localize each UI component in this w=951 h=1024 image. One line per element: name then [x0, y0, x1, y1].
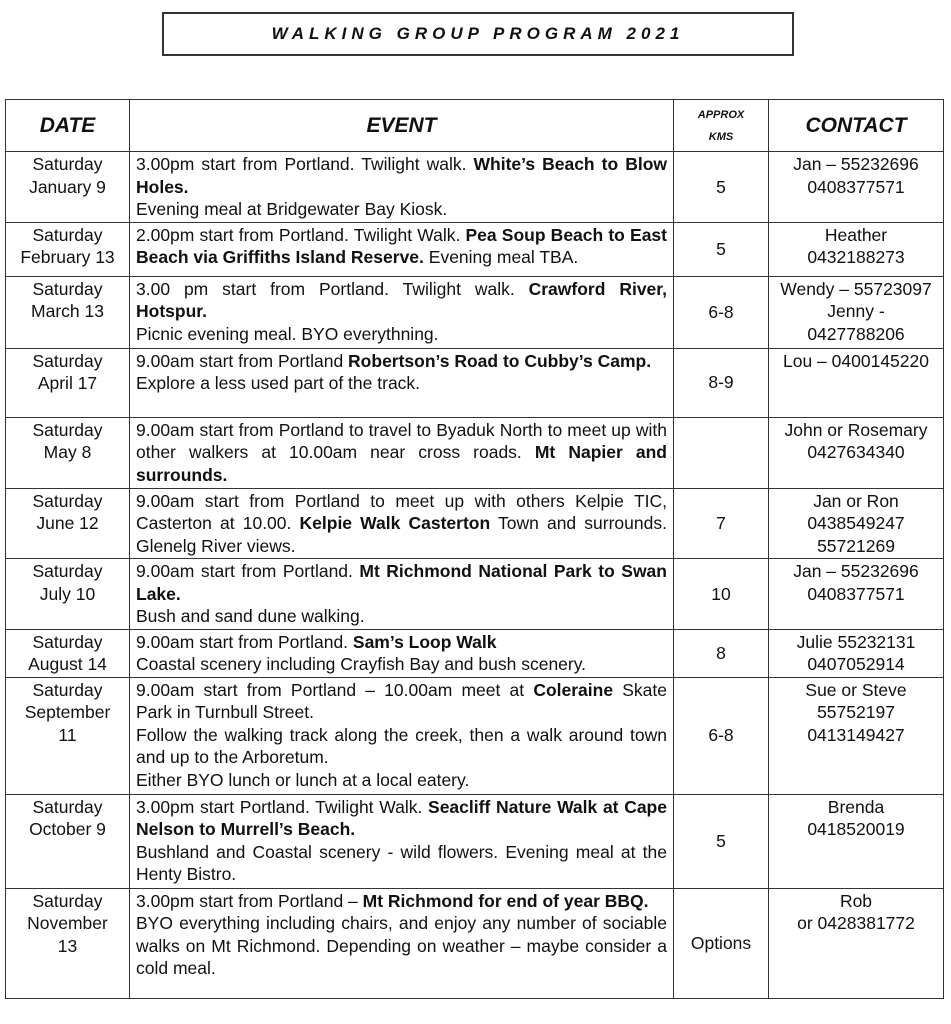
event-text: BYO everything including chairs, and enjoy any number of sociable walks on Mt Richmond. Depending on weather – maybe consider a cold meal. [136, 913, 667, 978]
contact-cell [769, 152, 944, 223]
event-highlight: Pea Soup Beach to East Beach via Griffiths Island Reserve. [136, 224, 667, 267]
event-paragraph [136, 679, 667, 724]
document-title [162, 12, 794, 56]
event-paragraph [136, 631, 667, 654]
contact-line: Brenda [827, 796, 885, 817]
date-cell [6, 222, 130, 276]
contact-line: 55752197 [817, 702, 895, 722]
contact-line: 0407052914 [807, 654, 905, 674]
kms-cell: 8 [674, 629, 769, 677]
date-cell [6, 152, 130, 223]
event-text: Either BYO lunch or lunch at a local eatery. [136, 769, 470, 790]
event-cell [130, 629, 674, 677]
event-paragraph [136, 841, 667, 886]
event-text: 9.00am start from Portland – 10.00am meet at [136, 679, 534, 700]
contact-cell [769, 417, 944, 488]
contact-line: 0432188273 [807, 247, 905, 267]
event-paragraph [136, 419, 667, 487]
date-cell [6, 488, 130, 559]
contact-cell [769, 222, 944, 276]
contact-line: 0413149427 [807, 724, 905, 745]
kms-header-line-1: APPROX [697, 108, 745, 121]
contact-cell [769, 629, 944, 677]
contact-line: Wendy – 55723097 [780, 278, 932, 299]
event-cell [130, 222, 674, 276]
event-text: 2.00pm start from Portland. Twilight Walk. [136, 224, 466, 245]
event-cell [130, 794, 674, 888]
contact-line: Julie 55232131 [796, 631, 916, 652]
event-paragraph [136, 323, 667, 346]
event-paragraph [136, 560, 667, 605]
event-cell [130, 276, 674, 348]
contact-line: John or Rosemary [784, 419, 928, 440]
date-line: October 9 [29, 819, 106, 839]
date-line: Saturday [32, 679, 103, 700]
contact-cell [769, 276, 944, 348]
event-text: Explore a less used part of the track. [136, 373, 421, 393]
document-title-text: WALKING GROUP PROGRAM 2021 [271, 24, 685, 43]
event-highlight: Seacliff Nature Walk at Cape Nelson to Murrell’s Beach. [136, 796, 667, 839]
date-cell [6, 559, 130, 630]
kms-cell: 6-8 [674, 677, 769, 794]
event-highlight: Mt Richmond for end of year BBQ. [362, 890, 649, 911]
table-row [6, 152, 944, 223]
contact-cell [769, 888, 944, 998]
table-row [6, 222, 944, 276]
program-table [5, 99, 944, 999]
event-cell [130, 348, 674, 417]
event-cell [130, 677, 674, 794]
event-text: 9.00am start from Portland [136, 350, 349, 371]
contact-line: Jan – 55232696 [793, 154, 919, 174]
table-row [6, 276, 944, 348]
date-line: August 14 [28, 654, 107, 674]
contact-line: Jan or Ron [813, 490, 899, 511]
event-paragraph [136, 796, 667, 841]
date-line: November [27, 913, 108, 933]
date-line: 11 [58, 724, 77, 745]
kms-cell: 10 [674, 559, 769, 630]
event-text: 9.00am start from Portland to meet up with others Kelpie TIC, Casterton at 10.00. [136, 490, 667, 533]
event-text: Picnic evening meal. BYO everythning. [136, 323, 439, 344]
event-text: 3.00pm start Portland. Twilight Walk. [136, 796, 429, 817]
event-text: Bush and sand dune walking. [136, 606, 365, 626]
event-text: 3.00pm start from Portland – [136, 890, 363, 911]
kms-cell: 5 [674, 152, 769, 223]
contact-cell [769, 488, 944, 559]
event-cell [130, 888, 674, 998]
contact-header: CONTACT [769, 100, 944, 152]
event-text: 9.00am start from Portland. [136, 631, 353, 652]
event-cell [130, 559, 674, 630]
table-row [6, 888, 944, 998]
event-text: Skate Park in Turnbull Street. [136, 679, 667, 722]
date-line: Saturday [32, 350, 103, 371]
contact-line: 0427788206 [807, 323, 905, 344]
date-line: Saturday [32, 154, 103, 174]
table-row [6, 794, 944, 888]
event-highlight: Crawford River, Hotspur. [136, 278, 667, 321]
date-line: January 9 [29, 176, 106, 197]
date-cell [6, 348, 130, 417]
event-text: Follow the walking track along the creek, then a walk around town and up to the Arboretum. [136, 724, 667, 767]
date-line: Saturday [32, 796, 103, 817]
event-paragraph [136, 278, 667, 323]
event-paragraph [136, 224, 667, 269]
date-line: June 12 [36, 513, 99, 533]
event-paragraph [136, 198, 667, 221]
contact-line: Heather [824, 224, 888, 245]
event-cell [130, 152, 674, 223]
date-cell [6, 276, 130, 348]
table-row [6, 677, 944, 794]
kms-header-line-2: KMS [708, 130, 734, 143]
table-row [6, 559, 944, 630]
table-row [6, 348, 944, 417]
date-line: March 13 [31, 301, 104, 321]
kms-cell: 5 [674, 222, 769, 276]
table-row [6, 629, 944, 677]
date-header: DATE [6, 100, 130, 152]
table-row [6, 488, 944, 559]
event-paragraph [136, 350, 667, 373]
event-paragraph [136, 912, 667, 980]
event-highlight: Coleraine [533, 679, 614, 700]
event-text: 9.00am start from Portland to travel to Byaduk North to meet up with other walkers at 10.00am near cross roads. [136, 419, 667, 462]
date-cell [6, 677, 130, 794]
date-line: May 8 [43, 442, 92, 462]
event-text: Town and surrounds. Glenelg River views. [136, 513, 667, 556]
contact-cell [769, 677, 944, 794]
event-paragraph [136, 769, 667, 792]
contact-cell [769, 348, 944, 417]
event-cell [130, 417, 674, 488]
date-cell [6, 794, 130, 888]
date-line: Saturday [32, 419, 103, 440]
date-line: Saturday [32, 224, 103, 245]
event-highlight: Robertson’s Road to Cubby’s Camp. [348, 350, 652, 371]
header-row [6, 100, 944, 152]
date-line: February 13 [20, 247, 115, 267]
event-highlight: Sam’s Loop Walk [352, 631, 497, 652]
kms-header [674, 100, 769, 152]
contact-line: 55721269 [817, 535, 895, 556]
event-text: 3.00 pm start from Portland. Twilight walk. [136, 278, 529, 299]
contact-line: 0418520019 [807, 819, 905, 839]
contact-line: Lou – 0400145220 [783, 350, 929, 371]
event-text: 9.00am start from Portland. [136, 561, 360, 581]
kms-cell: 7 [674, 488, 769, 559]
event-paragraph [136, 153, 667, 198]
date-cell [6, 629, 130, 677]
date-line: Saturday [32, 631, 103, 652]
event-text: Coastal scenery including Crayfish Bay and bush scenery. [136, 654, 587, 674]
event-text: Evening meal at Bridgewater Bay Kiosk. [136, 199, 448, 219]
event-paragraph [136, 372, 667, 395]
date-line: July 10 [39, 583, 96, 604]
event-paragraph [136, 605, 667, 628]
date-line: 13 [57, 935, 78, 956]
date-line: September [24, 702, 111, 722]
contact-line: 0408377571 [807, 583, 905, 604]
event-paragraph [136, 724, 667, 769]
date-line: Saturday [32, 278, 103, 299]
event-text: Bushland and Coastal scenery - wild flowers. Evening meal at the Henty Bistro. [136, 841, 667, 884]
event-cell [130, 488, 674, 559]
event-highlight: Kelpie Walk Casterton [299, 513, 491, 533]
event-header: EVENT [130, 100, 674, 152]
event-highlight: Mt Napier and surrounds. [136, 442, 667, 485]
date-cell [6, 417, 130, 488]
date-line: Saturday [32, 490, 103, 511]
date-line: Saturday [32, 890, 103, 911]
contact-line: Jenny - [827, 301, 885, 321]
contact-line: Rob [839, 890, 873, 911]
date-cell [6, 888, 130, 998]
contact-line: 0408377571 [807, 176, 905, 197]
table-row [6, 417, 944, 488]
date-line: Saturday [32, 561, 103, 581]
kms-cell: Options [674, 888, 769, 998]
contact-line: or 0428381772 [797, 913, 915, 933]
kms-cell: 8-9 [674, 348, 769, 417]
contact-cell [769, 794, 944, 888]
event-text: Evening meal TBA. [423, 247, 579, 267]
event-paragraph [136, 490, 667, 558]
event-text: 3.00pm start from Portland. Twilight walk. [136, 154, 474, 174]
kms-cell [674, 417, 769, 488]
contact-cell [769, 559, 944, 630]
contact-line: Jan – 55232696 [793, 561, 919, 581]
contact-line: Sue or Steve [805, 679, 907, 700]
event-paragraph [136, 653, 667, 676]
kms-cell: 5 [674, 794, 769, 888]
event-paragraph [136, 890, 667, 913]
kms-cell: 6-8 [674, 276, 769, 348]
event-highlight: Mt Richmond National Park to Swan Lake. [136, 561, 667, 604]
contact-line: 0438549247 [807, 513, 905, 533]
date-line: April 17 [37, 373, 98, 393]
event-highlight: White’s Beach to Blow Holes. [136, 154, 667, 197]
contact-line: 0427634340 [807, 442, 905, 462]
